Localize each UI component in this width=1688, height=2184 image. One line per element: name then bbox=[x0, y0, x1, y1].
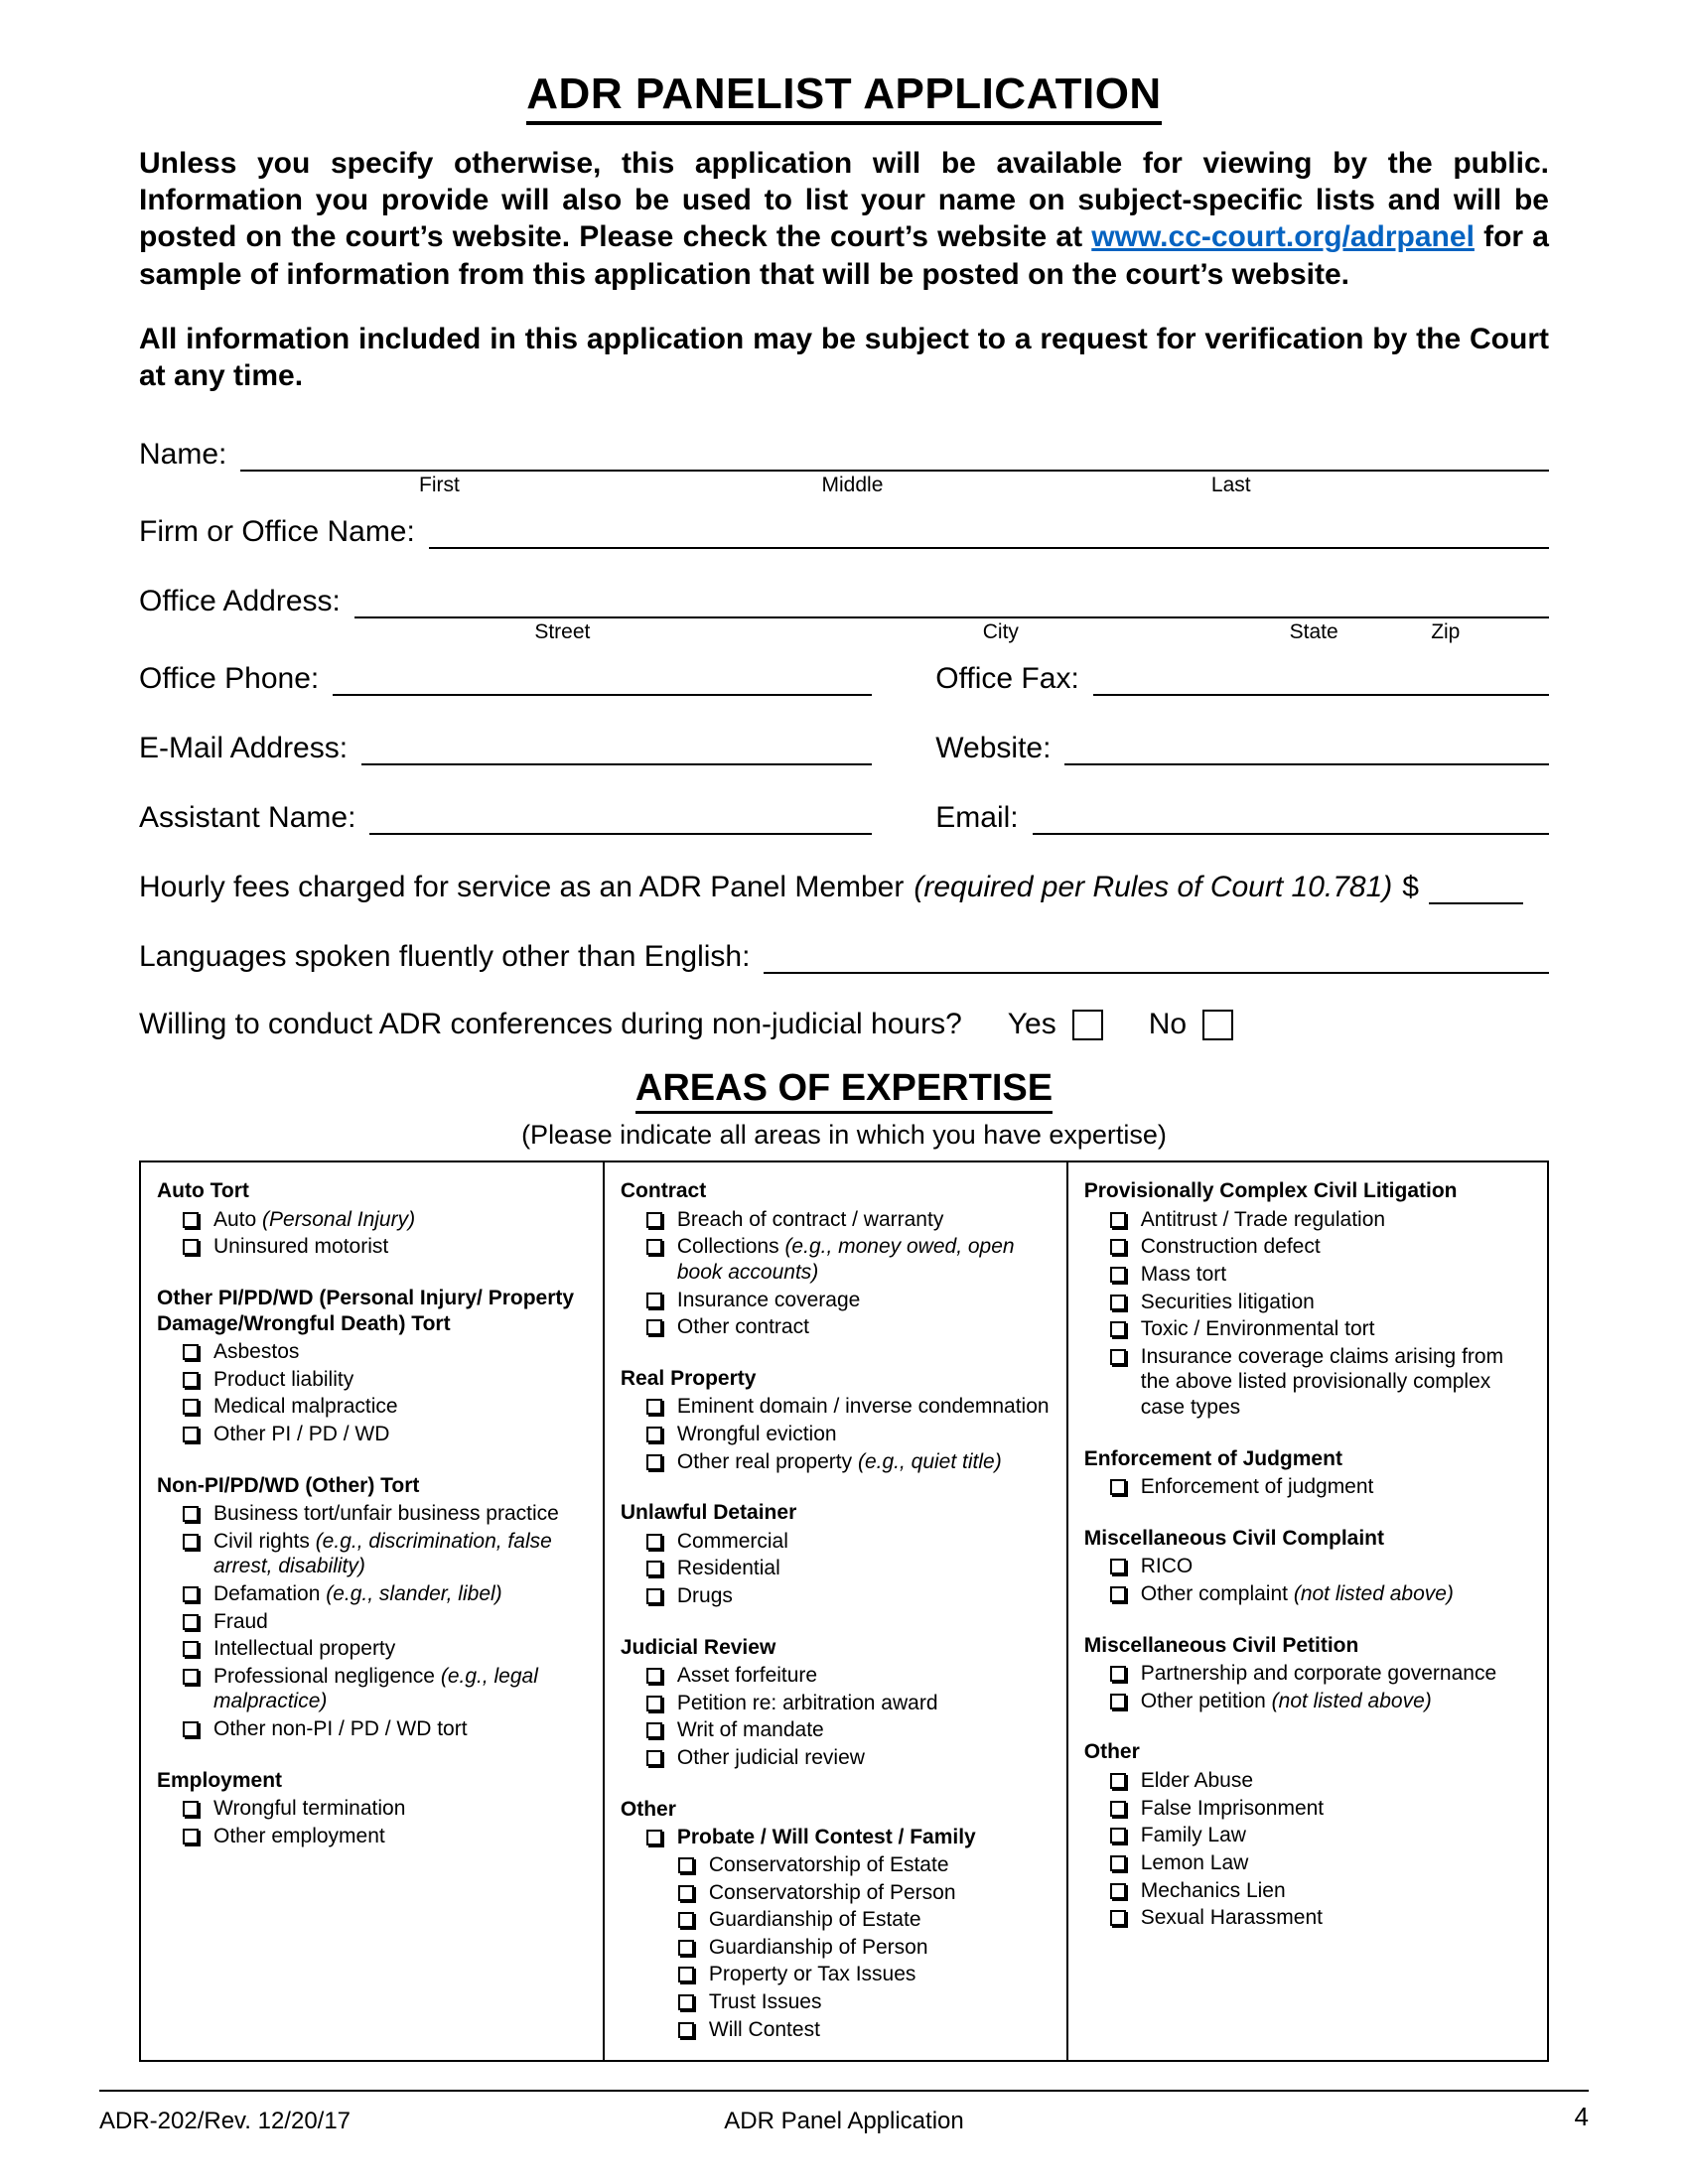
expertise-item bbox=[157, 1796, 589, 1822]
checkbox-icon[interactable] bbox=[1110, 1586, 1126, 1602]
expertise-item-label: Other complaint (not listed above) bbox=[1140, 1582, 1454, 1606]
expertise-item-label: Asset forfeiture bbox=[676, 1664, 818, 1688]
checkbox-icon[interactable] bbox=[1110, 1773, 1126, 1789]
expertise-section-heading: Unlawful Detainer bbox=[620, 1501, 797, 1525]
expertise-item bbox=[157, 1234, 589, 1260]
expertise-item-label: Other employment bbox=[213, 1824, 385, 1847]
email-input-line[interactable] bbox=[361, 730, 872, 765]
expertise-item bbox=[621, 1394, 1053, 1420]
checkbox-icon[interactable] bbox=[646, 1319, 662, 1335]
expertise-item-label: Writ of mandate bbox=[676, 1718, 824, 1742]
expertise-item-label: Civil rights (e.g., discrimination, false arrest, disability) bbox=[213, 1529, 552, 1578]
expertise-section-heading: Contract bbox=[620, 1179, 707, 1203]
expertise-item bbox=[621, 1207, 1053, 1233]
expertise-item bbox=[1084, 1474, 1533, 1500]
expertise-item bbox=[157, 1581, 589, 1607]
expertise-item-label: Wrongful eviction bbox=[676, 1423, 837, 1445]
name-sublabels bbox=[250, 474, 1549, 501]
checkbox-icon[interactable] bbox=[1110, 1212, 1126, 1228]
sublabel-first: First bbox=[419, 474, 460, 497]
expertise-item-label: Product liability bbox=[213, 1367, 354, 1391]
fees-label: Hourly fees charged for service as an ADR Panel Member bbox=[139, 871, 905, 904]
assistant-email-input-line[interactable] bbox=[1033, 799, 1549, 835]
expertise-item-label: Drugs bbox=[676, 1584, 733, 1608]
checkbox-icon[interactable] bbox=[1110, 1267, 1126, 1283]
expertise-item bbox=[621, 1745, 1053, 1771]
expertise-section-heading: Other bbox=[620, 1797, 676, 1821]
expertise-section bbox=[1084, 1526, 1533, 1607]
email-website-row bbox=[139, 730, 1549, 765]
expertise-item-label: Partnership and corporate governance bbox=[1140, 1662, 1497, 1686]
expertise-item-label: Petition re: arbitration award bbox=[676, 1691, 938, 1714]
expertise-item bbox=[621, 1529, 1053, 1555]
expertise-item bbox=[157, 1664, 589, 1714]
checkbox-icon[interactable] bbox=[646, 1239, 662, 1255]
expertise-item-label: Will Contest bbox=[708, 2017, 820, 2041]
office-phone-label: Office Phone: bbox=[139, 661, 320, 695]
yes-label: Yes bbox=[1007, 1008, 1056, 1041]
checkbox-icon[interactable] bbox=[678, 1940, 694, 1956]
expertise-item bbox=[621, 1852, 1053, 1878]
checkbox-icon[interactable] bbox=[646, 1399, 662, 1415]
checkbox-icon[interactable] bbox=[646, 1668, 662, 1684]
willing-label: Willing to conduct ADR conferences during non-judicial hours? bbox=[139, 1008, 962, 1041]
expertise-item-label: Construction defect bbox=[1140, 1235, 1321, 1259]
page-title: ADR PANELIST APPLICATION bbox=[526, 69, 1161, 125]
expertise-section bbox=[1084, 1739, 1533, 1930]
expertise-item bbox=[621, 1962, 1053, 1987]
website-label: Website: bbox=[935, 731, 1052, 764]
footer-title: ADR Panel Application bbox=[724, 2108, 964, 2134]
expertise-section-heading: Miscellaneous Civil Complaint bbox=[1083, 1526, 1384, 1550]
expertise-item bbox=[157, 1636, 589, 1662]
expertise-item-label: Conservatorship of Person bbox=[708, 1880, 956, 1904]
expertise-section bbox=[157, 1286, 589, 1447]
fees-note: (required per Rules of Court 10.781) bbox=[914, 871, 1393, 904]
checkbox-icon[interactable] bbox=[646, 1588, 662, 1604]
checkbox-icon[interactable] bbox=[1110, 1479, 1126, 1495]
expertise-item bbox=[621, 2017, 1053, 2043]
expertise-item-label: Business tort/unfair business practice bbox=[213, 1502, 559, 1526]
checkbox-icon[interactable] bbox=[183, 1212, 199, 1228]
sublabel-street: Street bbox=[534, 620, 591, 644]
checkbox-icon[interactable] bbox=[183, 1614, 199, 1630]
page-number: 4 bbox=[1574, 2102, 1589, 2131]
checkbox-icon[interactable] bbox=[678, 1885, 694, 1901]
firm-label: Firm or Office Name: bbox=[139, 514, 415, 548]
fees-input-line[interactable] bbox=[1429, 869, 1523, 904]
expertise-item bbox=[157, 1501, 589, 1527]
expertise-section bbox=[621, 1178, 1053, 1340]
expertise-item bbox=[621, 1717, 1053, 1743]
expertise-item bbox=[157, 1609, 589, 1635]
expertise-item-label: Breach of contract / warranty bbox=[676, 1207, 944, 1231]
expertise-item bbox=[621, 1449, 1053, 1475]
checkbox-icon[interactable] bbox=[183, 1399, 199, 1415]
checkbox-icon[interactable] bbox=[678, 1857, 694, 1873]
expertise-column-3 bbox=[1068, 1162, 1547, 2060]
expertise-item-label: Mechanics Lien bbox=[1140, 1878, 1286, 1902]
expertise-item bbox=[1084, 1344, 1533, 1421]
expertise-section-heading: Judicial Review bbox=[620, 1635, 776, 1659]
checkbox-icon[interactable] bbox=[1110, 1855, 1126, 1871]
expertise-item-label: Lemon Law bbox=[1140, 1850, 1249, 1874]
office-fax-input-line[interactable] bbox=[1093, 660, 1549, 696]
expertise-section bbox=[1084, 1633, 1533, 1714]
firm-row bbox=[139, 513, 1549, 549]
expertise-section bbox=[1084, 1446, 1533, 1500]
verification-paragraph: All information included in this application may be subject to a request for verification by the Court at any time. bbox=[139, 322, 1549, 392]
expertise-item-label: Commercial bbox=[676, 1529, 788, 1553]
checkbox-icon[interactable] bbox=[678, 1912, 694, 1928]
expertise-item bbox=[621, 1663, 1053, 1689]
checkbox-icon[interactable] bbox=[646, 1293, 662, 1308]
expertise-item bbox=[1084, 1689, 1533, 1714]
expertise-item bbox=[621, 1691, 1053, 1716]
sublabel-last: Last bbox=[1210, 474, 1251, 497]
expertise-item bbox=[621, 1880, 1053, 1906]
footer bbox=[99, 2090, 1589, 2138]
assistant-name-input-line[interactable] bbox=[369, 799, 872, 835]
expertise-item bbox=[1084, 1905, 1533, 1931]
expertise-item-label: Collections (e.g., money owed, open book accounts) bbox=[676, 1235, 1015, 1284]
expertise-item-label: Conservatorship of Estate bbox=[708, 1852, 949, 1876]
expertise-item bbox=[1084, 1581, 1533, 1607]
assistant-email-label: Email: bbox=[935, 800, 1019, 834]
assistant-row bbox=[139, 799, 1549, 835]
expertise-item-label: False Imprisonment bbox=[1140, 1796, 1325, 1820]
expertise-item-label: Residential bbox=[676, 1557, 780, 1580]
expertise-item bbox=[157, 1824, 589, 1849]
intro-text-before: Unless you specify otherwise, this application will be available for viewing by the public. Information you provide will also be used to list your name on subject-specific lists and will be posted on the court’s website. Please check the court’s website at bbox=[139, 147, 1549, 254]
checkbox-icon[interactable] bbox=[183, 1506, 199, 1522]
expertise-section-heading: Employment bbox=[157, 1768, 283, 1792]
expertise-item-label: Other contract bbox=[676, 1315, 809, 1339]
court-website-link[interactable]: www.cc-court.org/adrpanel bbox=[1091, 220, 1475, 254]
expertise-item bbox=[621, 1314, 1053, 1340]
no-checkbox[interactable] bbox=[1202, 1010, 1233, 1040]
expertise-item bbox=[157, 1422, 589, 1447]
expertise-section-heading: Miscellaneous Civil Petition bbox=[1083, 1633, 1359, 1657]
form-number: ADR-202/Rev. 12/20/17 bbox=[99, 2108, 352, 2134]
expertise-section bbox=[621, 1366, 1053, 1474]
name-label: Name: bbox=[139, 437, 227, 471]
expertise-item-label: Professional negligence (e.g., legal malpractice) bbox=[213, 1664, 538, 1713]
expertise-item bbox=[1084, 1823, 1533, 1848]
expertise-column-2 bbox=[605, 1162, 1068, 2060]
checkbox-icon[interactable] bbox=[183, 1534, 199, 1550]
expertise-section-heading: Auto Tort bbox=[157, 1179, 249, 1203]
expertise-item bbox=[621, 1907, 1053, 1933]
expertise-section bbox=[621, 1500, 1053, 1608]
sublabel-middle: Middle bbox=[821, 474, 884, 497]
languages-row bbox=[139, 938, 1549, 974]
expertise-item bbox=[1084, 1207, 1533, 1233]
office-address-input-line[interactable] bbox=[354, 583, 1549, 618]
expertise-item-label: Medical malpractice bbox=[213, 1395, 398, 1419]
checkbox-icon[interactable] bbox=[1110, 1801, 1126, 1817]
checkbox-icon[interactable] bbox=[1110, 1828, 1126, 1843]
checkbox-icon[interactable] bbox=[183, 1344, 199, 1360]
languages-label: Languages spoken fluently other than English: bbox=[139, 939, 751, 973]
checkbox-icon[interactable] bbox=[678, 1967, 694, 1982]
office-address-row bbox=[139, 583, 1549, 618]
checkbox-icon[interactable] bbox=[646, 1212, 662, 1228]
expertise-item bbox=[621, 1935, 1053, 1961]
areas-of-expertise-heading: AREAS OF EXPERTISE bbox=[635, 1067, 1053, 1114]
checkbox-icon[interactable] bbox=[1110, 1559, 1126, 1574]
yes-checkbox[interactable] bbox=[1072, 1010, 1103, 1040]
areas-subheading: (Please indicate all areas in which you have expertise) bbox=[521, 1120, 1167, 1151]
expertise-item bbox=[621, 1583, 1053, 1609]
expertise-item-label: Fraud bbox=[213, 1609, 268, 1633]
expertise-item-label: Other real property (e.g., quiet title) bbox=[676, 1449, 1002, 1473]
firm-input-line[interactable] bbox=[429, 513, 1549, 549]
checkbox-icon[interactable] bbox=[183, 1801, 199, 1817]
expertise-section bbox=[621, 1635, 1053, 1771]
checkbox-icon[interactable] bbox=[646, 1696, 662, 1711]
office-address-label: Office Address: bbox=[139, 584, 341, 617]
address-sublabels bbox=[369, 620, 1549, 648]
hourly-fees-row bbox=[139, 869, 1549, 904]
intro-text-after: for a sample of information from this application that will be posted on the court’s website. bbox=[139, 220, 1549, 291]
checkbox-icon[interactable] bbox=[1110, 1321, 1126, 1337]
checkbox-icon[interactable] bbox=[646, 1454, 662, 1470]
checkbox-icon[interactable] bbox=[183, 1721, 199, 1737]
assistant-name-label: Assistant Name: bbox=[139, 800, 356, 834]
checkbox-icon[interactable] bbox=[646, 1830, 662, 1845]
expertise-item bbox=[1084, 1768, 1533, 1794]
expertise-item bbox=[621, 1556, 1053, 1581]
expertise-item-label: Antitrust / Trade regulation bbox=[1140, 1207, 1386, 1231]
expertise-item-label: Elder Abuse bbox=[1140, 1769, 1253, 1793]
expertise-item-label: Eminent domain / inverse condemnation bbox=[676, 1395, 1050, 1419]
name-row bbox=[139, 436, 1549, 472]
expertise-item-label: Other PI / PD / WD bbox=[213, 1423, 390, 1445]
expertise-section-heading: Other bbox=[1083, 1740, 1140, 1764]
expertise-item-label: Trust Issues bbox=[708, 1989, 822, 2013]
expertise-item bbox=[157, 1394, 589, 1420]
expertise-item bbox=[621, 1825, 1053, 1850]
office-phone-input-line[interactable] bbox=[333, 660, 872, 696]
intro-paragraph bbox=[139, 145, 1549, 293]
sublabel-zip: Zip bbox=[1431, 620, 1461, 644]
checkbox-icon[interactable] bbox=[678, 1994, 694, 2010]
checkbox-icon[interactable] bbox=[183, 1829, 199, 1844]
expertise-item bbox=[1084, 1290, 1533, 1315]
expertise-item bbox=[157, 1207, 589, 1233]
checkbox-icon[interactable] bbox=[183, 1427, 199, 1442]
checkbox-icon[interactable] bbox=[183, 1239, 199, 1255]
name-input-line[interactable] bbox=[240, 436, 1549, 472]
expertise-item bbox=[621, 1989, 1053, 2015]
expertise-item-label: Guardianship of Person bbox=[708, 1935, 928, 1959]
expertise-item-label: Asbestos bbox=[213, 1340, 300, 1364]
checkbox-icon[interactable] bbox=[646, 1534, 662, 1550]
expertise-item bbox=[621, 1288, 1053, 1313]
expertise-section-heading: Real Property bbox=[620, 1366, 757, 1390]
checkbox-icon[interactable] bbox=[1110, 1910, 1126, 1926]
expertise-box bbox=[139, 1160, 1549, 2062]
languages-input-line[interactable] bbox=[764, 938, 1549, 974]
checkbox-icon[interactable] bbox=[183, 1641, 199, 1657]
expertise-item-label: Toxic / Environmental tort bbox=[1140, 1317, 1375, 1341]
checkbox-icon[interactable] bbox=[1110, 1666, 1126, 1682]
expertise-item bbox=[1084, 1661, 1533, 1687]
expertise-item bbox=[1084, 1878, 1533, 1904]
no-label: No bbox=[1148, 1008, 1188, 1041]
checkbox-icon[interactable] bbox=[1110, 1883, 1126, 1899]
expertise-item-label: Probate / Will Contest / Family bbox=[676, 1826, 976, 1849]
checkbox-icon[interactable] bbox=[646, 1722, 662, 1738]
sublabel-state: State bbox=[1289, 620, 1338, 644]
dollar-sign: $ bbox=[1402, 871, 1419, 904]
expertise-item-label: Insurance coverage bbox=[676, 1288, 861, 1311]
expertise-section bbox=[157, 1473, 589, 1742]
expertise-item bbox=[1084, 1554, 1533, 1579]
expertise-section bbox=[157, 1768, 589, 1849]
expertise-section bbox=[621, 1797, 1053, 2042]
expertise-item-label: Other petition (not listed above) bbox=[1140, 1689, 1432, 1712]
expertise-item-label: Property or Tax Issues bbox=[708, 1963, 916, 1986]
expertise-item bbox=[157, 1367, 589, 1393]
expertise-item bbox=[621, 1422, 1053, 1447]
expertise-item-label: Insurance coverage claims arising from the above listed provisionally complex case types bbox=[1140, 1344, 1504, 1419]
expertise-section-heading: Other PI/PD/WD (Personal Injury/ Property Damage/Wrongful Death) Tort bbox=[157, 1286, 575, 1335]
page-number-wrap bbox=[1092, 2102, 1589, 2138]
expertise-item bbox=[157, 1529, 589, 1579]
expertise-item-label: Auto (Personal Injury) bbox=[213, 1207, 416, 1231]
expertise-item-label: Sexual Harassment bbox=[1140, 1906, 1323, 1930]
website-input-line[interactable] bbox=[1064, 730, 1549, 765]
expertise-item-label: Intellectual property bbox=[213, 1637, 396, 1661]
expertise-item-label: Defamation (e.g., slander, libel) bbox=[213, 1582, 502, 1606]
checkbox-icon[interactable] bbox=[1110, 1694, 1126, 1709]
expertise-item-label: Uninsured motorist bbox=[213, 1235, 389, 1259]
checkbox-icon[interactable] bbox=[678, 2022, 694, 2038]
checkbox-icon[interactable] bbox=[183, 1372, 199, 1388]
phone-fax-row bbox=[139, 660, 1549, 696]
expertise-section-heading: Enforcement of Judgment bbox=[1083, 1446, 1342, 1470]
sublabel-city: City bbox=[982, 620, 1019, 644]
email-label: E-Mail Address: bbox=[139, 731, 349, 764]
expertise-column-1 bbox=[141, 1162, 605, 2060]
expertise-item-label: Enforcement of judgment bbox=[1140, 1475, 1374, 1499]
expertise-item bbox=[1084, 1262, 1533, 1288]
expertise-item bbox=[157, 1339, 589, 1365]
checkbox-icon[interactable] bbox=[646, 1427, 662, 1442]
expertise-item bbox=[621, 1234, 1053, 1285]
expertise-item-label: Guardianship of Estate bbox=[708, 1908, 921, 1932]
expertise-section bbox=[157, 1178, 589, 1260]
expertise-item bbox=[1084, 1234, 1533, 1260]
checkbox-icon[interactable] bbox=[646, 1750, 662, 1766]
checkbox-icon[interactable] bbox=[183, 1669, 199, 1685]
expertise-item-label: RICO bbox=[1140, 1555, 1194, 1578]
checkbox-icon[interactable] bbox=[183, 1586, 199, 1602]
checkbox-icon[interactable] bbox=[646, 1561, 662, 1576]
expertise-item-label: Family Law bbox=[1140, 1824, 1246, 1847]
checkbox-icon[interactable] bbox=[1110, 1349, 1126, 1365]
expertise-item-label: Mass tort bbox=[1140, 1262, 1227, 1286]
office-fax-label: Office Fax: bbox=[935, 661, 1079, 695]
expertise-item-label: Other judicial review bbox=[676, 1746, 865, 1770]
expertise-item bbox=[1084, 1316, 1533, 1342]
expertise-item-label: Wrongful termination bbox=[213, 1797, 406, 1821]
expertise-item bbox=[157, 1716, 589, 1742]
expertise-section-heading: Provisionally Complex Civil Litigation bbox=[1083, 1179, 1458, 1203]
expertise-item bbox=[1084, 1850, 1533, 1876]
expertise-item-label: Securities litigation bbox=[1140, 1290, 1315, 1313]
expertise-section-heading: Non-PI/PD/WD (Other) Tort bbox=[157, 1473, 420, 1497]
expertise-item bbox=[1084, 1796, 1533, 1822]
checkbox-icon[interactable] bbox=[1110, 1295, 1126, 1310]
checkbox-icon[interactable] bbox=[1110, 1239, 1126, 1255]
expertise-item-label: Other non-PI / PD / WD tort bbox=[213, 1717, 468, 1741]
expertise-section bbox=[1084, 1178, 1533, 1420]
willing-row bbox=[139, 1008, 1549, 1041]
